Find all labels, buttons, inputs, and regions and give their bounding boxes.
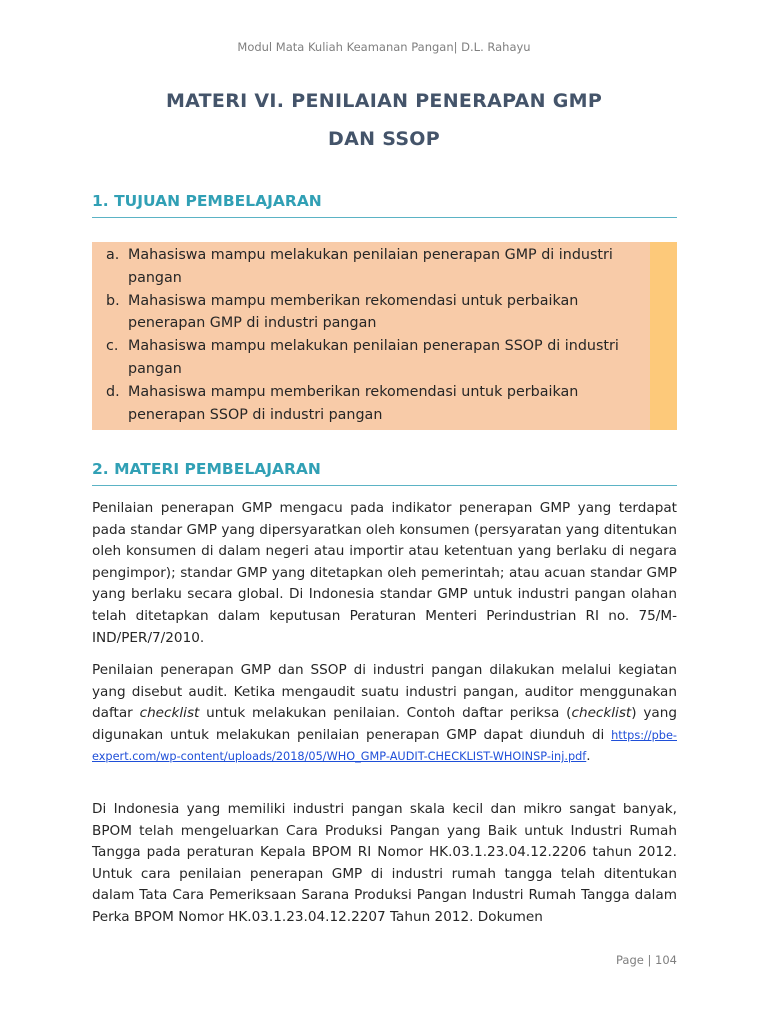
objective-text: Mahasiswa mampu melakukan penilaian penerapan SSOP di industri pangan bbox=[128, 338, 619, 377]
section-heading-objectives: 1. TUJUAN PEMBELAJARAN bbox=[92, 192, 677, 218]
chapter-title-line2: DAN SSOP bbox=[328, 128, 440, 150]
objective-item bbox=[104, 381, 634, 427]
objective-marker: b. bbox=[106, 292, 120, 309]
chapter-title-line1: MATERI VI. PENILAIAN PENERAPAN GMP bbox=[165, 90, 603, 112]
italic-term: checklist bbox=[139, 705, 200, 722]
objective-item bbox=[104, 244, 634, 290]
checklist-download-link[interactable]: https://pbe-expert.com/wp-content/uploads/2018/05/WHO_GMP-AUDIT-CHECKLIST-WHOINSP-inj.pdf bbox=[92, 728, 677, 764]
objectives-box-stripe bbox=[650, 242, 677, 430]
objective-item bbox=[104, 290, 634, 336]
objective-text: Mahasiswa mampu melakukan penilaian penerapan GMP di industri pangan bbox=[128, 247, 613, 286]
body-paragraph-2 bbox=[92, 660, 677, 768]
objective-text: Mahasiswa mampu memberikan rekomendasi untuk perbaikan penerapan SSOP di industri pangan bbox=[128, 383, 579, 423]
objectives-box bbox=[92, 242, 677, 430]
paragraph-text: Penilaian penerapan GMP dan SSOP di industri pangan dilakukan melalui kegiatan yang disebut audit. Ketika mengaudit suatu industri pangan, auditor menggunakan daftar bbox=[92, 662, 677, 722]
running-header: Modul Mata Kuliah Keamanan Pangan| D.L. Rahayu bbox=[237, 40, 531, 54]
paragraph-text: untuk melakukan penilaian. Contoh daftar periksa ( bbox=[199, 705, 572, 722]
section-heading-materials: 2. MATERI PEMBELAJARAN bbox=[92, 460, 677, 486]
objective-text: Mahasiswa mampu memberikan rekomendasi untuk perbaikan penerapan GMP di industri pangan bbox=[128, 292, 579, 332]
paragraph-text: ) yang digunakan untuk melakukan penilaian penerapan GMP dapat diunduh di bbox=[92, 705, 677, 743]
body-paragraph-3: Di Indonesia yang memiliki industri pangan skala kecil dan mikro sangat banyak, BPOM telah mengeluarkan Cara Produksi Pangan yang Baik untuk Industri Rumah Tangga pada peraturan Kepala BPOM RI Nomor HK.03.1.23.04.12.2206 tahun 2012. Untuk cara penilaian penerapan GMP di industri rumah tangga telah ditentukan dalam Tata Cara Pemeriksaan Sarana Produksi Pangan Industri Rumah Tangga dalam Perka BPOM Nomor HK.03.1.23.04.12.2207 Tahun 2012. Dokumen bbox=[92, 801, 677, 925]
objective-marker: a. bbox=[106, 247, 120, 263]
page-number: Page | 104 bbox=[616, 953, 677, 967]
objective-marker: c. bbox=[106, 338, 119, 355]
objective-item bbox=[104, 335, 634, 381]
objectives-list bbox=[104, 244, 634, 426]
objective-marker: d. bbox=[106, 383, 120, 400]
italic-term: checklist bbox=[571, 705, 632, 722]
body-paragraph-1: Penilaian penerapan GMP mengacu pada indikator penerapan GMP yang terdapat pada standar GMP yang dipersyaratkan oleh konsumen (persyaratan yang ditentukan oleh konsumen di dalam negeri atau importir atau ketentuan yang berlaku di negara pengimpor); standar GMP yang ditetapkan oleh pemerintah; atau acuan standar GMP yang berlaku secara global. Di Indonesia standar GMP untuk industri pangan olahan telah ditetapkan dalam keputusan Peraturan Menteri Perindustrian RI no. 75/M-IND/PER/7/2010. bbox=[92, 500, 677, 646]
paragraph-text: . bbox=[586, 748, 591, 765]
